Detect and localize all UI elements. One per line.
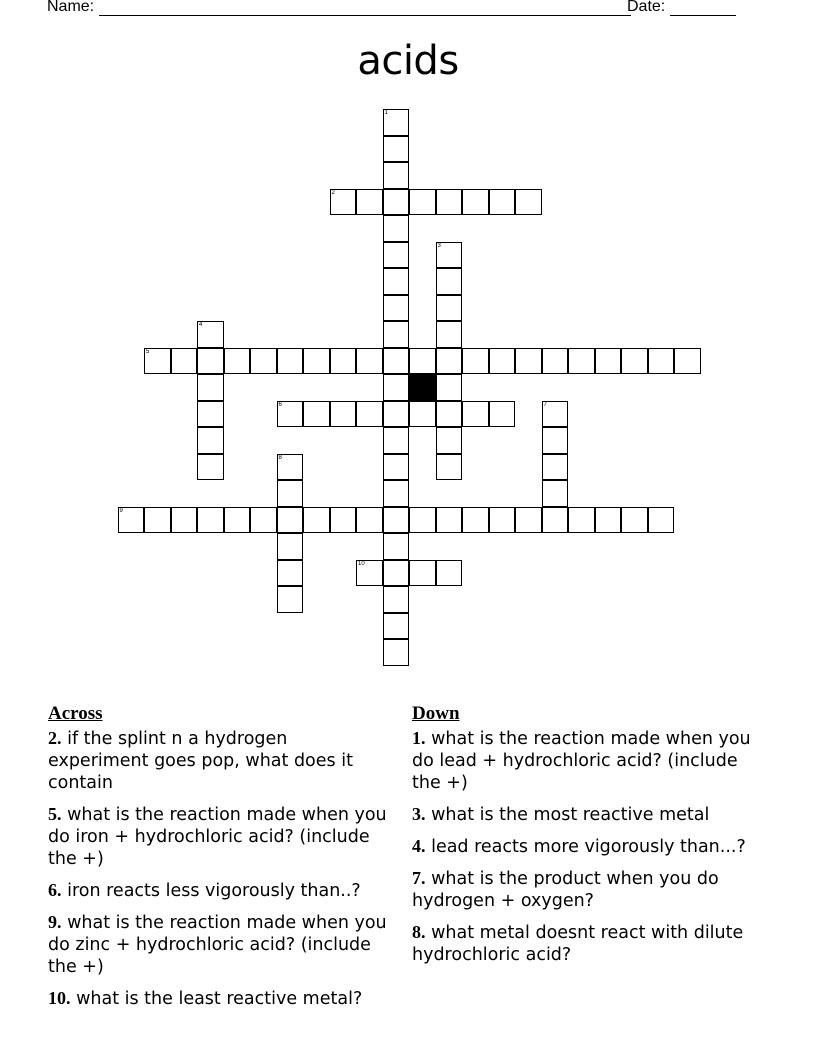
cell-number: 3 (437, 242, 441, 249)
grid-cell[interactable] (330, 507, 357, 534)
grid-cell[interactable] (356, 348, 383, 375)
down-clues (412, 703, 752, 975)
clue-down-8 (412, 921, 752, 966)
cell-number: 7 (543, 401, 547, 408)
grid-cell[interactable] (197, 401, 224, 428)
grid-cell[interactable] (330, 401, 357, 428)
clue-text: what is the reaction made when you do zinc + hydrochloric acid? (include the +) (48, 913, 387, 977)
grid-cell[interactable] (542, 401, 569, 428)
cell-number: 8 (278, 454, 282, 461)
grid-cell[interactable] (383, 374, 410, 401)
clue-text: if the splint n a hydrogen experiment goes pop, what does it contain (48, 729, 353, 793)
grid-cell[interactable] (144, 507, 171, 534)
grid-cell[interactable] (197, 348, 224, 375)
grid-cell[interactable] (356, 189, 383, 216)
clue-text: iron reacts less vigorously than..? (67, 881, 361, 901)
cell-number: 9 (119, 507, 123, 514)
grid-cell[interactable] (542, 454, 569, 481)
grid-cell[interactable] (250, 507, 277, 534)
grid-cell[interactable] (171, 507, 198, 534)
page-title: acids (357, 38, 459, 84)
grid-cell[interactable] (436, 427, 463, 454)
grid-cell[interactable] (277, 480, 304, 507)
grid-cell[interactable] (621, 348, 648, 375)
grid-cell[interactable] (383, 427, 410, 454)
grid-cell[interactable] (648, 348, 675, 375)
across-clues (48, 703, 388, 1019)
grid-cell[interactable] (409, 507, 436, 534)
grid-cell[interactable] (356, 507, 383, 534)
grid-cell[interactable] (330, 189, 357, 216)
grid-cell[interactable] (595, 348, 622, 375)
grid-cell[interactable] (383, 215, 410, 242)
grid-cell[interactable] (436, 295, 463, 322)
grid-cell[interactable] (383, 401, 410, 428)
grid-cell[interactable] (277, 454, 304, 481)
clue-text: what metal doesnt react with dilute hydrochloric acid? (412, 923, 744, 965)
grid-cell[interactable] (224, 507, 251, 534)
grid-cell[interactable] (383, 533, 410, 560)
cell-number: 1 (384, 110, 388, 116)
date-label: Date: (627, 0, 666, 15)
grid-cell[interactable] (489, 189, 516, 216)
grid-cell[interactable] (648, 507, 675, 534)
clue-number: 10. (48, 988, 71, 1008)
grid-cell[interactable] (277, 401, 304, 428)
clue-number: 6. (48, 880, 62, 900)
clue-text: what is the reaction made when you do lead + hydrochloric acid? (include the +) (412, 729, 751, 793)
grid-cell[interactable] (118, 507, 145, 534)
grid-cell[interactable] (436, 507, 463, 534)
grid-cell[interactable] (197, 507, 224, 534)
grid-cell[interactable] (383, 268, 410, 295)
grid-cell[interactable] (436, 321, 463, 348)
filled-cell (409, 374, 436, 401)
clue-across-10 (48, 987, 388, 1010)
grid-cell[interactable] (277, 533, 304, 560)
cell-number: 4 (199, 322, 203, 328)
grid-cell[interactable] (356, 560, 383, 587)
grid-cell[interactable] (277, 348, 304, 375)
grid-cell[interactable] (383, 295, 410, 322)
clue-text: what is the reaction made when you do iron + hydrochloric acid? (include the +) (48, 805, 387, 869)
grid-cell[interactable] (595, 507, 622, 534)
clue-number: 1. (412, 728, 426, 748)
clue-text: what is the product when you do hydrogen + oxygen? (412, 869, 719, 911)
grid-cell[interactable] (462, 401, 489, 428)
grid-cell[interactable] (409, 401, 436, 428)
clue-across-5 (48, 803, 388, 870)
grid-cell[interactable] (383, 507, 410, 534)
grid-cell[interactable] (383, 586, 410, 613)
down-heading: Down (412, 703, 460, 724)
grid-cell[interactable] (542, 427, 569, 454)
grid-cell[interactable] (330, 348, 357, 375)
grid-cell[interactable] (568, 507, 595, 534)
grid-cell[interactable] (197, 427, 224, 454)
clue-down-3 (412, 803, 752, 826)
grid-cell[interactable] (303, 507, 330, 534)
grid-cell[interactable] (383, 136, 410, 163)
grid-cell[interactable] (171, 348, 198, 375)
clue-number: 9. (48, 912, 62, 932)
clue-down-1 (412, 727, 752, 794)
grid-cell[interactable] (436, 348, 463, 375)
grid-cell[interactable] (383, 348, 410, 375)
grid-cell[interactable] (383, 454, 410, 481)
grid-cell[interactable] (277, 586, 304, 613)
grid-cell[interactable] (224, 348, 251, 375)
cell-number: 6 (278, 401, 282, 408)
grid-cell[interactable] (542, 348, 569, 375)
grid-cell[interactable] (568, 348, 595, 375)
grid-cell[interactable] (197, 454, 224, 481)
grid-cell[interactable] (462, 189, 489, 216)
grid-cell[interactable] (197, 374, 224, 401)
grid-cell[interactable] (515, 348, 542, 375)
grid-cell[interactable] (436, 454, 463, 481)
grid-cell[interactable] (515, 507, 542, 534)
grid-cell[interactable] (383, 321, 410, 348)
grid-cell[interactable] (436, 268, 463, 295)
clue-down-4 (412, 835, 752, 858)
grid-cell[interactable] (250, 348, 277, 375)
clue-number: 4. (412, 836, 426, 856)
clue-number: 2. (48, 728, 62, 748)
grid-cell[interactable] (383, 639, 410, 666)
grid-cell[interactable] (436, 189, 463, 216)
grid-cell[interactable] (542, 480, 569, 507)
grid-cell[interactable] (277, 560, 304, 587)
grid-cell[interactable] (303, 348, 330, 375)
clue-number: 3. (412, 804, 426, 824)
grid-cell[interactable] (383, 613, 410, 640)
cell-number: 2 (331, 189, 335, 196)
grid-cell[interactable] (436, 374, 463, 401)
grid-cell[interactable] (383, 189, 410, 216)
grid-cell[interactable] (409, 189, 436, 216)
clue-text: what is the most reactive metal (431, 805, 710, 825)
clue-across-9 (48, 911, 388, 978)
grid-cell[interactable] (383, 242, 410, 269)
grid-cell[interactable] (409, 560, 436, 587)
grid-cell[interactable] (542, 507, 569, 534)
clue-across-2 (48, 727, 388, 794)
grid-cell[interactable] (436, 401, 463, 428)
clue-text: what is the least reactive metal? (76, 989, 363, 1009)
grid-cell[interactable] (489, 507, 516, 534)
grid-cell[interactable] (277, 507, 304, 534)
grid-cell[interactable] (144, 348, 171, 375)
across-heading: Across (48, 703, 103, 724)
grid-cell[interactable] (436, 242, 463, 269)
grid-cell[interactable] (356, 401, 383, 428)
clue-down-7 (412, 867, 752, 912)
grid-cell[interactable] (462, 348, 489, 375)
cell-number: 10 (358, 560, 365, 567)
clue-across-6 (48, 879, 388, 902)
grid-cell[interactable] (621, 507, 648, 534)
clue-number: 8. (412, 922, 426, 942)
grid-cell[interactable] (383, 109, 410, 136)
grid-cell[interactable] (197, 321, 224, 348)
clue-number: 5. (48, 804, 62, 824)
grid-cell[interactable] (462, 507, 489, 534)
grid-cell[interactable] (383, 560, 410, 587)
name-label: Name: (47, 0, 95, 15)
grid-cell[interactable] (436, 560, 463, 587)
grid-cell[interactable] (515, 189, 542, 216)
clue-text: lead reacts more vigorously than...? (431, 837, 746, 857)
cell-number: 5 (146, 348, 150, 355)
grid-cell[interactable] (489, 401, 516, 428)
grid-cell[interactable] (383, 162, 410, 189)
grid-cell[interactable] (383, 480, 410, 507)
grid-cell[interactable] (303, 401, 330, 428)
grid-cell[interactable] (409, 348, 436, 375)
grid-cell[interactable] (489, 348, 516, 375)
clue-number: 7. (412, 868, 426, 888)
grid-cell[interactable] (674, 348, 701, 375)
